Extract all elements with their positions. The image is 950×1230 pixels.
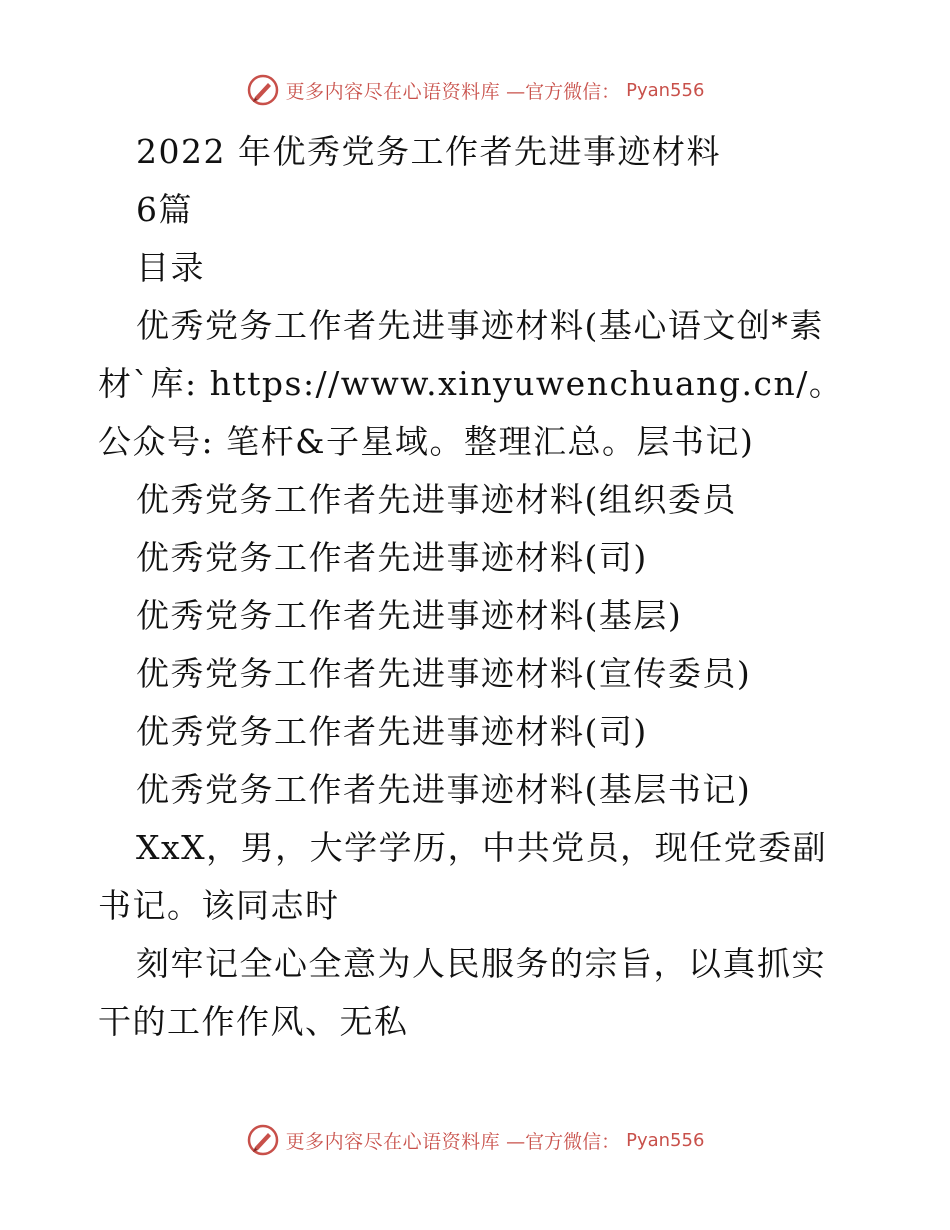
toc-item: 优秀党务工作者先进事迹材料(司) [136,538,648,577]
footer-banner [0,1120,950,1160]
doc-count: 6篇 [136,190,193,229]
brush-logo-icon [246,73,280,107]
banner-text: 更多内容尽在心语资料库 [285,80,501,103]
toc-item: 优秀党务工作者先进事迹材料(基层) [136,596,683,635]
brush-logo-icon [246,1123,280,1157]
banner-account: Pyan556 [626,79,705,101]
banner-text: 更多内容尽在心语资料库 [285,1130,501,1153]
body-paragraph: XxX，男，大学学历，中共党员，现任党委副书记。该同志时 [98,828,828,925]
banner-separator: —官方微信： [506,1130,621,1153]
body-paragraph: 刻牢记全心全意为人民服务的宗旨，以真抓实干的工作作风、无私 [98,944,826,1041]
toc-item: 优秀党务工作者先进事迹材料(组织委员 [136,480,737,519]
toc-item: 优秀党务工作者先进事迹材料(基层书记) [136,770,752,809]
banner-account: Pyan556 [626,1129,705,1151]
header-banner [0,70,950,110]
doc-title: 2022 年优秀党务工作者先进事迹材料 [136,132,721,171]
toc-item: 优秀党务工作者先进事迹材料(基心语文创*素材`库: https://www.xinyuwenchuang.cn/。公众号: 笔杆&子星域。整理汇总。层书记) [98,306,844,461]
toc-item: 优秀党务工作者先进事迹材料(宣传委员) [136,654,752,693]
banner-separator: —官方微信： [506,80,621,103]
toc-item: 优秀党务工作者先进事迹材料(司) [136,712,648,751]
document-body [98,123,858,1051]
toc-heading: 目录 [136,248,205,287]
